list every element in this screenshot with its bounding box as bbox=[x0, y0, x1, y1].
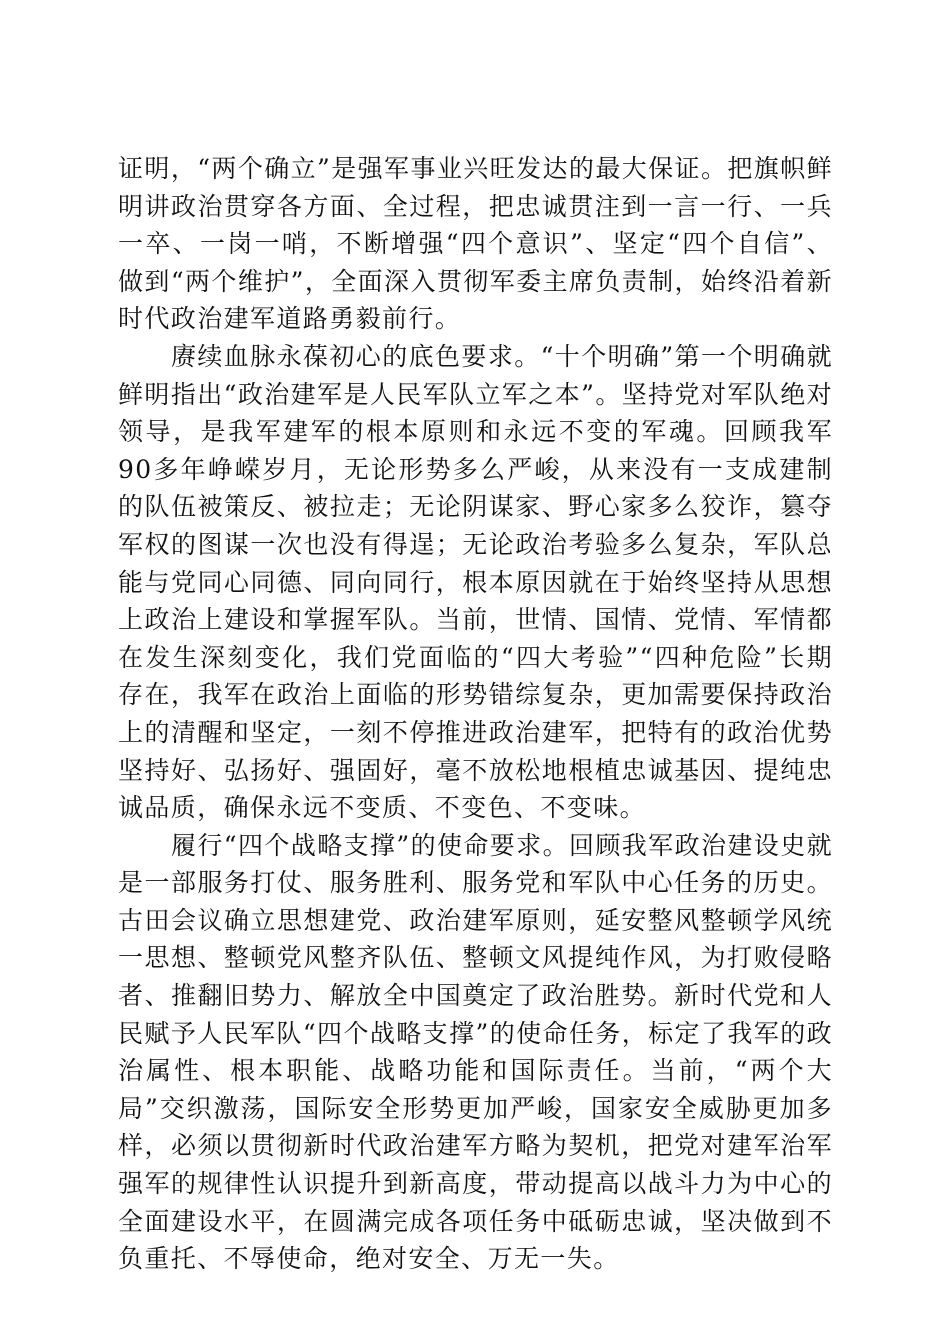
paragraph-bloodline-original-aspiration: 赓续血脉永葆初心的底色要求。“十个明确”第一个明确就鲜明指出“政治建军是人民军队立军之本”。坚持党对军队绝对领导，是我军建军的根本原则和永远不变的军魂。回顾我军90多年峥嵘岁月，无论形势多么严峻，从来没有一支成建制的队伍被策反、被拉走；无论阴谋家、野心家多么狡诈，篡夺军权的图谋一次也没有得逞；无论政治考验多么复杂，军队总能与党同心同德、同向同行，根本原因就在于始终坚持从思想上政治上建设和掌握军队。当前，世情、国情、党情、军情都在发生深刻变化，我们党面临的“四大考验”“四种危险”长期存在，我军在政治上面临的形势错综复杂，更加需要保持政治上的清醒和坚定，一刻不停推进政治建军，把特有的政治优势坚持好、弘扬好、强固好，毫不放松地根植忠诚基因、提纯忠诚品质，确保永远不变质、不变色、不变味。 bbox=[118, 341, 833, 823]
paragraph-four-strategic-supports: 履行“四个战略支撑”的使命要求。回顾我军政治建设史就是一部服务打仗、服务胜利、服务党和军队中心任务的历史。古田会议确立思想建党、政治建军原则，延安整风整顿学风统一思想、整顿党风整齐队伍、整顿文风提纯作风，为打败侵略者、推翻旧势力、解放全中国奠定了政治胜势。新时代党和人民赋予人民军队“四个战略支撑”的使命任务，标定了我军的政治属性、根本职能、战略功能和国际责任。当前，“两个大局”交织激荡，国际安全形势更加严峻，国家安全威胁更加多样，必须以贯彻新时代政治建军方略为契机，把党对建军治军强军的规律性认识提升到新高度，带动提高以战斗力为中心的全面建设水平，在圆满完成各项任务中砥砺忠诚，坚决做到不负重托、不辱使命，绝对安全、万无一失。 bbox=[118, 830, 833, 1274]
paragraph-proof-two-establishments: 证明，“两个确立”是强军事业兴旺发达的最大保证。把旗帜鲜明讲政治贯穿各方面、全过程，把忠诚贯注到一言一行、一兵一卒、一岗一哨，不断增强“四个意识”、坚定“四个自信”、做到“两个维护”，全面深入贯彻军委主席负责制，始终沿着新时代政治建军道路勇毅前行。 bbox=[118, 154, 833, 334]
document-body bbox=[118, 150, 833, 1278]
